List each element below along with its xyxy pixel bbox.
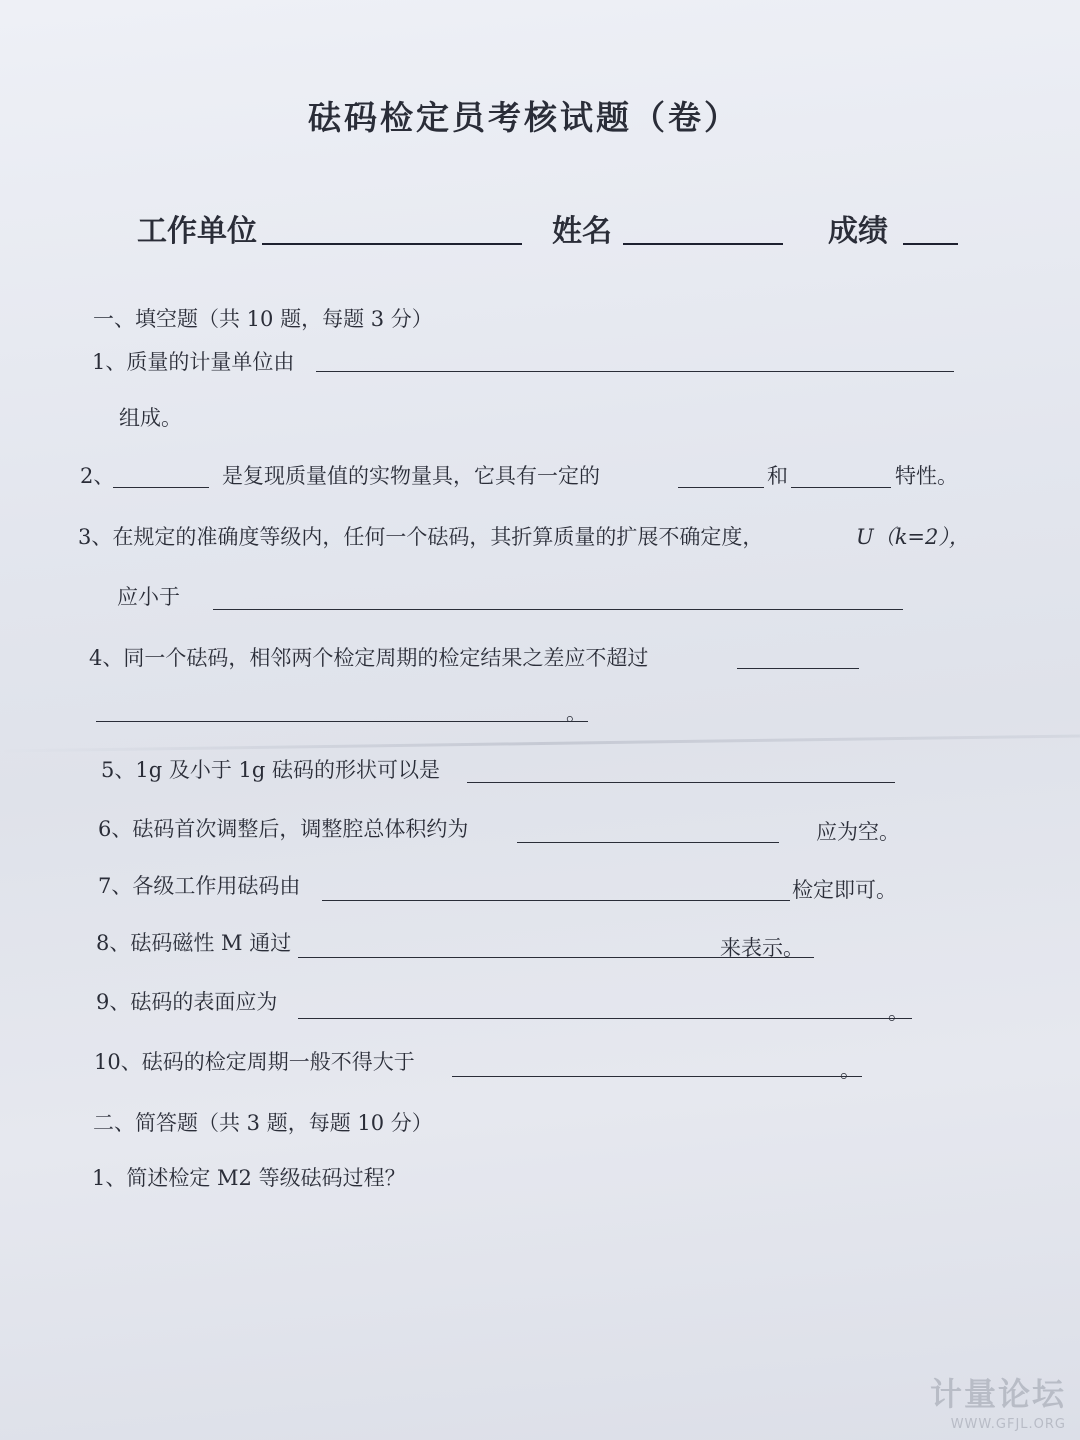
q2-text: 是复现质量值的实物量具，它具有一定的: [222, 464, 600, 488]
q2-answer-line-3[interactable]: [791, 487, 891, 488]
site-watermark: [930, 1369, 1066, 1432]
exam-title: 砝码检定员考核试题（卷）: [308, 98, 740, 137]
name-blank[interactable]: [623, 243, 783, 245]
name-label: 姓名: [552, 214, 612, 249]
q7-answer-line[interactable]: [322, 900, 790, 901]
q10-text: 10、砝码的检定周期一般不得大于: [94, 1050, 415, 1074]
section-fill-in-heading: 一、填空题（共 10 题，每题 3 分）: [93, 307, 433, 331]
q5-answer-line[interactable]: [467, 782, 895, 783]
paper-fold-line: [0, 734, 1080, 752]
q6-text: 6、砝码首次调整后，调整腔总体积约为: [98, 817, 469, 841]
q9-text: 9、砝码的表面应为: [96, 990, 278, 1014]
q1-text: 1、质量的计量单位由: [92, 350, 295, 374]
unit-blank[interactable]: [262, 243, 522, 245]
q2-number: 2、: [80, 464, 115, 488]
q6-end: 应为空。: [816, 820, 900, 844]
q3-text: 3、在规定的准确度等级内，任何一个砝码，其折算质量的扩展不确定度，: [78, 525, 764, 549]
watermark-logo-text: 计量论坛: [929, 1375, 1066, 1413]
q1-continuation: 组成。: [119, 406, 182, 430]
short-answer-q1: 1、简述检定 M2 等级砝码过程？: [92, 1166, 406, 1190]
score-label: 成绩: [828, 214, 888, 249]
score-blank[interactable]: [903, 243, 958, 245]
watermark-url: WWW.GFJL.ORG: [950, 1417, 1066, 1432]
q2-end: 特性。: [895, 464, 958, 488]
q4-answer-line-1[interactable]: [737, 668, 859, 669]
q2-answer-line-1[interactable]: [113, 487, 209, 488]
q9-end: 。: [888, 1000, 909, 1024]
q1-answer-line[interactable]: [316, 371, 954, 372]
q3-formula: U（k=2），: [856, 525, 970, 549]
q10-end: 。: [840, 1058, 861, 1082]
q9-answer-line[interactable]: [298, 1018, 912, 1019]
q4-text: 4、同一个砝码，相邻两个检定周期的检定结果之差应不超过: [89, 646, 649, 670]
q5-text: 5、1g 及小于 1g 砝码的形状可以是: [101, 758, 440, 782]
short-answer-q1-answer-area[interactable]: [90, 1210, 990, 1370]
q7-end: 检定即可。: [792, 878, 897, 902]
q7-text: 7、各级工作用砝码由: [98, 874, 301, 898]
q2-answer-line-2[interactable]: [678, 487, 764, 488]
section-short-answer-heading: 二、简答题（共 3 题，每题 10 分）: [93, 1111, 433, 1135]
q4-end: 。: [566, 701, 587, 725]
q3-continuation: 应小于: [117, 585, 180, 609]
q8-text: 8、砝码磁性 M 通过: [96, 931, 292, 955]
q4-answer-line-2[interactable]: [96, 721, 588, 722]
q6-answer-line[interactable]: [517, 842, 779, 843]
q10-answer-line[interactable]: [452, 1076, 862, 1077]
q3-answer-line[interactable]: [213, 609, 903, 610]
q8-end: 来表示。: [720, 936, 804, 960]
q2-and: 和: [767, 464, 788, 488]
unit-label: 工作单位: [137, 214, 257, 249]
